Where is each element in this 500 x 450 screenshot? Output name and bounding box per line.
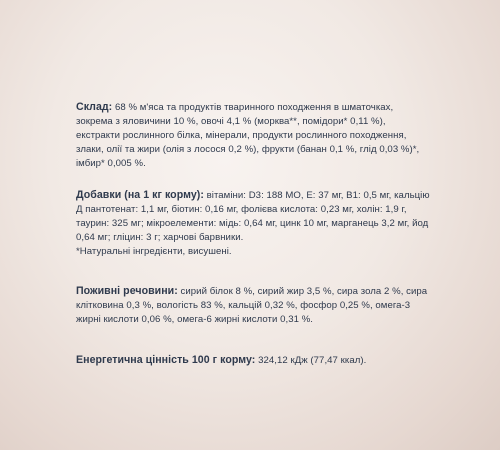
nutrients-label: Поживні речовини:: [76, 285, 178, 297]
nutrients-paragraph: [76, 284, 432, 327]
natural-ingredients-note: *Натуральні інгредієнти, висушені.: [76, 246, 232, 257]
additives-section: [76, 188, 432, 259]
additives-label: Добавки (на 1 кг корму):: [76, 189, 204, 201]
nutrients-text: сирий білок 8 %, сирий жир 3,5 %, сира зола 2 %, сира клітковина 0,3 %, вологість 83 %, кальцій 0,32 %, фосфор 0,25 %, омега-3 жирні кислоти 0,06 %, омега-6 жирні кислоти 0,31 %.: [76, 286, 428, 325]
composition-section: [76, 100, 432, 171]
energy-section: [76, 353, 432, 368]
composition-label: Склад:: [76, 101, 113, 113]
additives-text: вітаміни: D3: 188 МО, Е: 37 мг, B1: 0,5 мг, кальцію Д пантотенат: 1,1 мг, біотин: 0,16 мг, фолієва кислота: 0,23 мг, холін: 1,9 г, таурин: 325 мг; мікроелементи: мідь: 0,64 мг, цинк 10 мг, марганець 3,2 мг, йод 0,64 мг; гліцин: 3 г; харчові барвники.: [76, 190, 430, 243]
energy-paragraph: [76, 353, 432, 368]
nutrients-section: [76, 284, 432, 327]
energy-text: 324,12 кДж (77,47 ккал).: [255, 355, 367, 366]
energy-label: Енергетична цінність 100 г корму:: [76, 354, 256, 366]
composition-paragraph: [76, 100, 432, 171]
composition-text: 68 % м'яса та продуктів тваринного походження в шматочках, зокрема з яловичини 10 %, овочі 4,1 % (морква**, помідори* 0,11 %), екстракти рослинного білка, мінерали, продукти рослинного походження, злаки, олії та жири (олія з лосося 0,2 %), фрукти (банан 0,1 %, глід 0,03 %)*, імбир* 0,005 %.: [76, 102, 420, 169]
additives-paragraph: [76, 188, 432, 245]
